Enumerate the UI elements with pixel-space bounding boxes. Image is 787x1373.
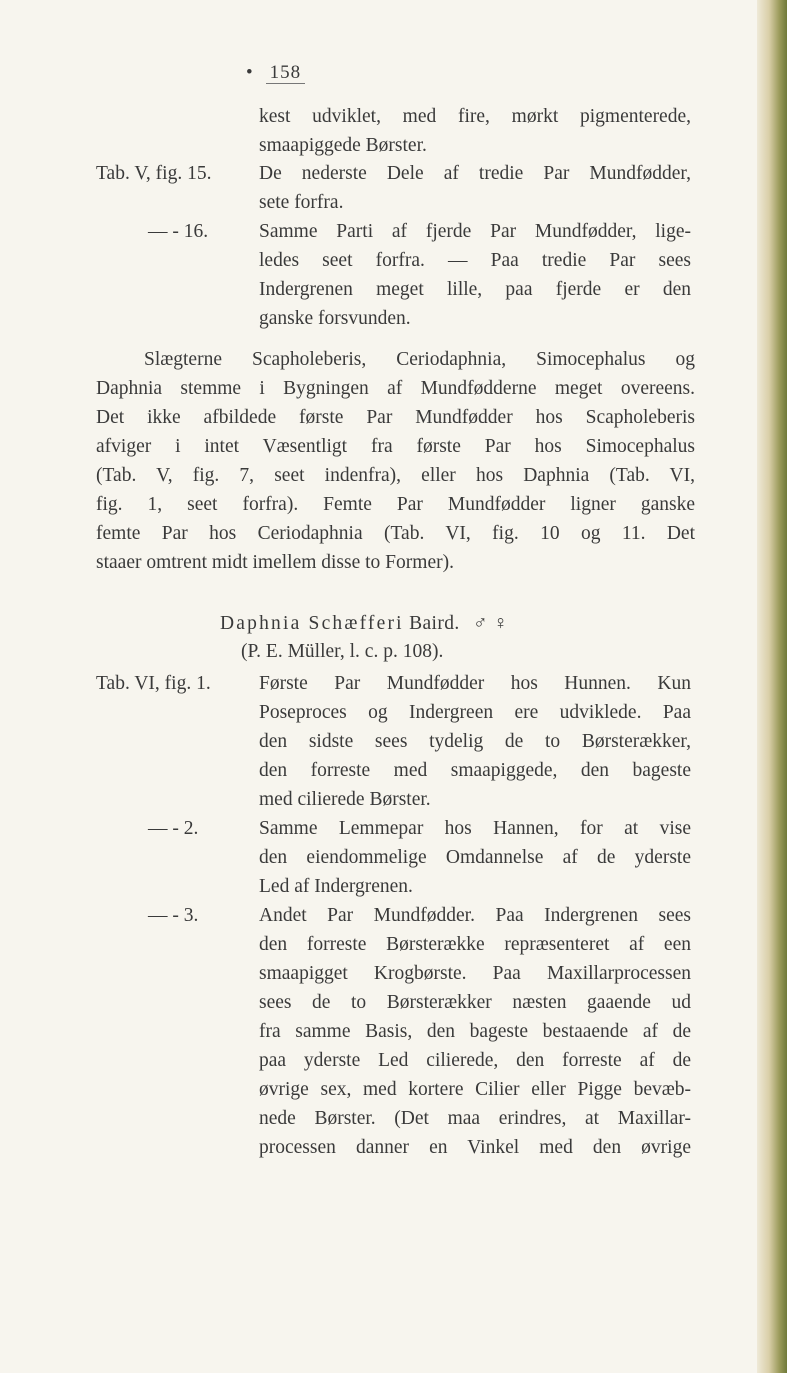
text-line: Samme Parti af fjerde Par Mundfødder, lige- <box>259 221 691 242</box>
text-line: øvrige sex, med kortere Cilier eller Pigge bevæb- <box>259 1079 691 1100</box>
species-name: Daphnia Schæfferi <box>220 613 404 634</box>
text-line: smaapigget Krogbørste. Paa Maxillarprocessen <box>259 963 691 984</box>
text-line: smaapiggede Børster. <box>259 135 427 156</box>
paragraph-line: femte Par hos Ceriodaphnia (Tab. VI, fig. 10 og 11. Det <box>96 523 695 544</box>
text-line: Første Par Mundfødder hos Hunnen. Kun <box>259 673 691 694</box>
text-line: sete forfra. <box>259 192 344 213</box>
text-line: De nederste Dele af tredie Par Mundfødder, <box>259 163 691 184</box>
paragraph-line: afviger i intet Væsentligt fra første Par hos Simocephalus <box>96 436 695 457</box>
text-line: processen danner en Vinkel med den øvrige <box>259 1137 691 1158</box>
species-reference: (P. E. Müller, l. c. p. 108). <box>241 641 444 662</box>
paragraph-line: Slægterne Scapholeberis, Ceriodaphnia, Simocephalus og <box>144 349 695 370</box>
page-number <box>246 62 305 84</box>
figure-label: Tab. VI, fig. 1. <box>96 673 211 694</box>
species-heading <box>220 610 508 639</box>
figure-label: — - 3. <box>148 905 199 926</box>
text-line: Samme Lemmepar hos Hannen, for at vise <box>259 818 691 839</box>
paragraph-line: Det ikke afbildede første Par Mundfødder hos Scapholeberis <box>96 407 695 428</box>
sex-symbols: ♂ ♀ <box>472 613 509 634</box>
paragraph-line: staaer omtrent midt imellem disse to Former). <box>96 552 454 573</box>
text-line: den forreste med smaapiggede, den bageste <box>259 760 691 781</box>
text-line: Andet Par Mundfødder. Paa Indergrenen sees <box>259 905 691 926</box>
species-author: Baird. <box>409 613 460 634</box>
text-line: kest udviklet, med fire, mørkt pigmenterede, <box>259 106 691 127</box>
text-line: den eiendommelige Omdannelse af de yderste <box>259 847 691 868</box>
text-line: paa yderste Led cilierede, den forreste af de <box>259 1050 691 1071</box>
paragraph-line: Daphnia stemme i Bygningen af Mundfødderne meget overeens. <box>96 378 695 399</box>
page-number-value: 158 <box>266 62 306 84</box>
text-line: ganske forsvunden. <box>259 308 411 329</box>
text-line: Poseproces og Indergreen ere udviklede. Paa <box>259 702 691 723</box>
text-line: fra samme Basis, den bageste bestaaende af de <box>259 1021 691 1042</box>
page-edge-shadow <box>757 0 787 1373</box>
text-line: sees de to Børsterækker næsten gaaende ud <box>259 992 691 1013</box>
figure-label: — - 2. <box>148 818 199 839</box>
text-line: nede Børster. (Det maa erindres, at Maxillar- <box>259 1108 691 1129</box>
text-line: den sidste sees tydelig de to Børsterækker, <box>259 731 691 752</box>
figure-label: — - 16. <box>148 221 209 242</box>
text-line: ledes seet forfra. — Paa tredie Par sees <box>259 250 691 271</box>
text-line: med cilierede Børster. <box>259 789 431 810</box>
paragraph-line: (Tab. V, fig. 7, seet indenfra), eller hos Daphnia (Tab. VI, <box>96 465 695 486</box>
text-line: Indergrenen meget lille, paa fjerde er den <box>259 279 691 300</box>
paragraph-line: fig. 1, seet forfra). Femte Par Mundfødder ligner ganske <box>96 494 695 515</box>
figure-label: Tab. V, fig. 15. <box>96 163 212 184</box>
text-line: Led af Indergrenen. <box>259 876 413 897</box>
dot-mark: • <box>246 62 254 83</box>
text-line: den forreste Børsterække repræsenteret af een <box>259 934 691 955</box>
